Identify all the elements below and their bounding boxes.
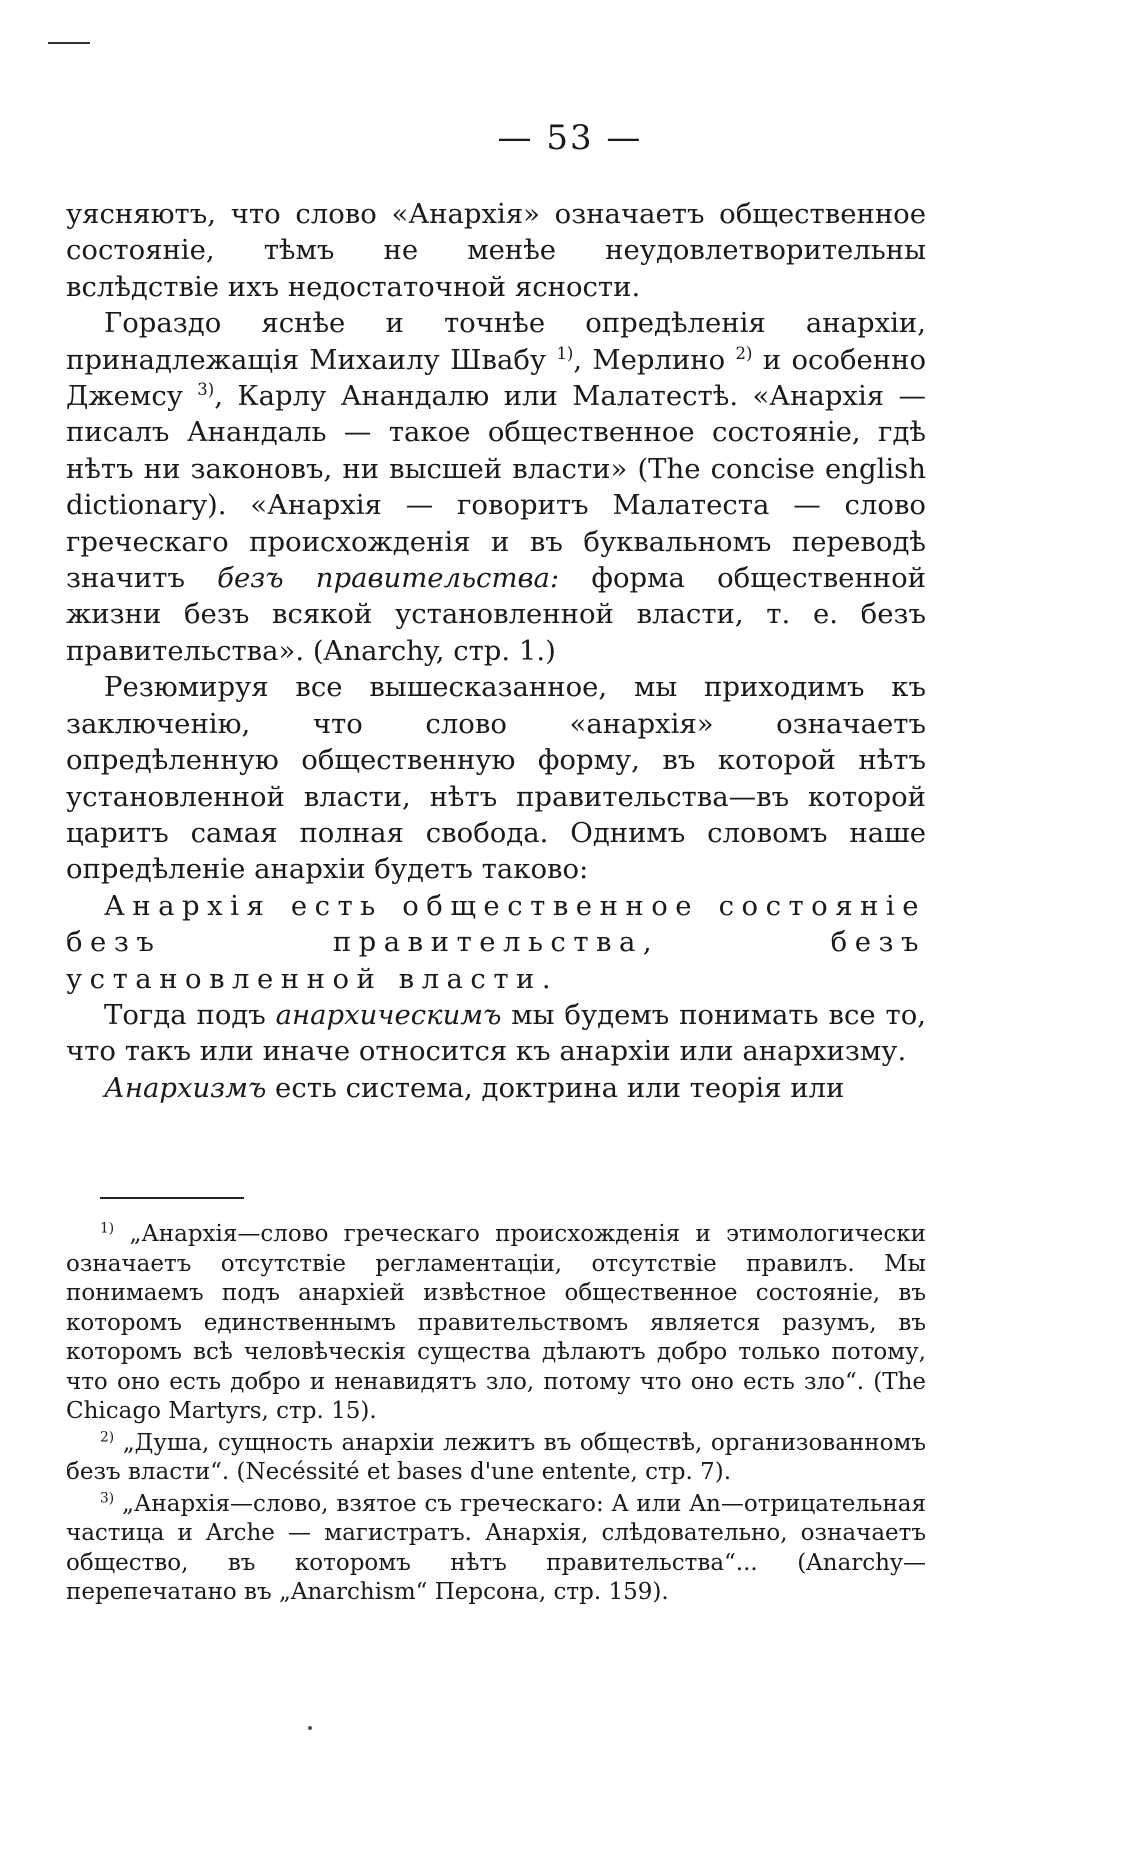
paragraph-5-emphasis: анархическимъ [275, 998, 502, 1031]
footnote-2 [66, 1429, 926, 1488]
scan-edge-mark [48, 42, 90, 44]
paragraph-5-text-2: мы будемъ понимать все то, что такъ или иначе относится къ анархіи или анархизму. [66, 998, 926, 1068]
footnote-2-mark: 2) [100, 1428, 115, 1445]
paragraph-2-text-1: Гораздо яснѣе и точнѣе опредѣленія анархіи, принадлежащія Михаилу Швабу [66, 307, 926, 376]
paragraph-1: уясняютъ, что слово «Анархія» означаетъ общественное состояніе, тѣмъ не менѣе неудовлетворительны вслѣдствіе ихъ недостаточной ясности. [66, 198, 926, 303]
paragraph-2-text-5: форма общественной жизни безъ всякой установленной власти, т. е. безъ правительства». (Anarchy, стр. 1.) [66, 562, 926, 667]
paragraph-2-text-4: , Карлу Анандалю или Малатестѣ. «Анархія — писалъ Анандаль — такое общественное состояніе, гдѣ нѣтъ ни законовъ, ни высшей власти» (The concise english dictionary). «Анархія — говоритъ Малатеста — слово греческаго происхожденія и въ буквальномъ переводѣ значитъ [66, 380, 926, 595]
footnote-1-mark: 1) [100, 1220, 115, 1237]
definition-paragraph: Анархія есть общественное состояніе безъ правительства, безъ установленной власти. [66, 889, 926, 995]
paragraph-3: Резюмируя все вышесказанное, мы приходимъ къ заключенію, что слово «анархія» означаетъ опредѣленную общественную форму, въ которой нѣтъ установленной власти, нѣтъ правительства—въ которой царитъ самая полная свобода. Однимъ словомъ наше опредѣленіе анархіи будетъ таково: [66, 671, 926, 886]
main-text [66, 196, 926, 1106]
footnote-divider [100, 1197, 244, 1199]
paragraph-6-text-1: есть система, доктрина или теорія или [266, 1071, 845, 1104]
paragraph-2-text-3: и особенно Джемсу [66, 343, 927, 413]
footnote-ref-2: 2) [735, 343, 753, 363]
footnote-3-mark: 3) [100, 1489, 115, 1506]
page-number: — 53 — [497, 118, 643, 158]
footnotes [66, 1220, 926, 1610]
footnote-1 [66, 1220, 926, 1427]
footnote-3 [66, 1490, 926, 1608]
paragraph-2 [66, 305, 926, 669]
footnote-2-text: „Душа, сущность анархіи лежитъ въ обществѣ, организованномъ безъ власти“. (Necéssité et bases d'une entente, стр. 7). [66, 1429, 926, 1485]
paragraph-6-emphasis: Анархизмъ [104, 1071, 267, 1104]
footnote-3-text: „Анархія—слово, взятое съ греческаго: A или An—отрицательная частица и Arche — магистратъ. Анархія, слѣдовательно, означаетъ общество, въ которомъ нѣтъ правительства“... (Anarchy—перепечатано въ „Anarchism“ Персона, стр. 159). [66, 1490, 926, 1605]
footnote-ref-3: 3) [197, 379, 215, 399]
paragraph-5-text-1: Тогда подъ [104, 998, 276, 1031]
paragraph-2-text-2: , Мерлино [573, 343, 736, 376]
footnote-1-text: „Анархія—слово греческаго происхожденія и этимологически означаетъ отсутствіе регламентаціи, отсутствіе правилъ. Мы понимаемъ подъ анархіей извѣстное общественное состояніе, въ которомъ единственнымъ правительствомъ является разумъ, въ которомъ всѣ человѣческія существа дѣлаютъ добро только потому, что оно есть добро и ненавидятъ зло, потому что оно есть зло“. (The Chicago Martyrs, стр. 15). [66, 1221, 926, 1424]
paragraph-2-emphasis: безъ правительства: [217, 562, 560, 595]
paragraph-5 [66, 997, 926, 1070]
footnote-ref-1: 1) [556, 343, 574, 363]
scan-speck [308, 1726, 312, 1730]
paragraph-6 [66, 1070, 926, 1106]
